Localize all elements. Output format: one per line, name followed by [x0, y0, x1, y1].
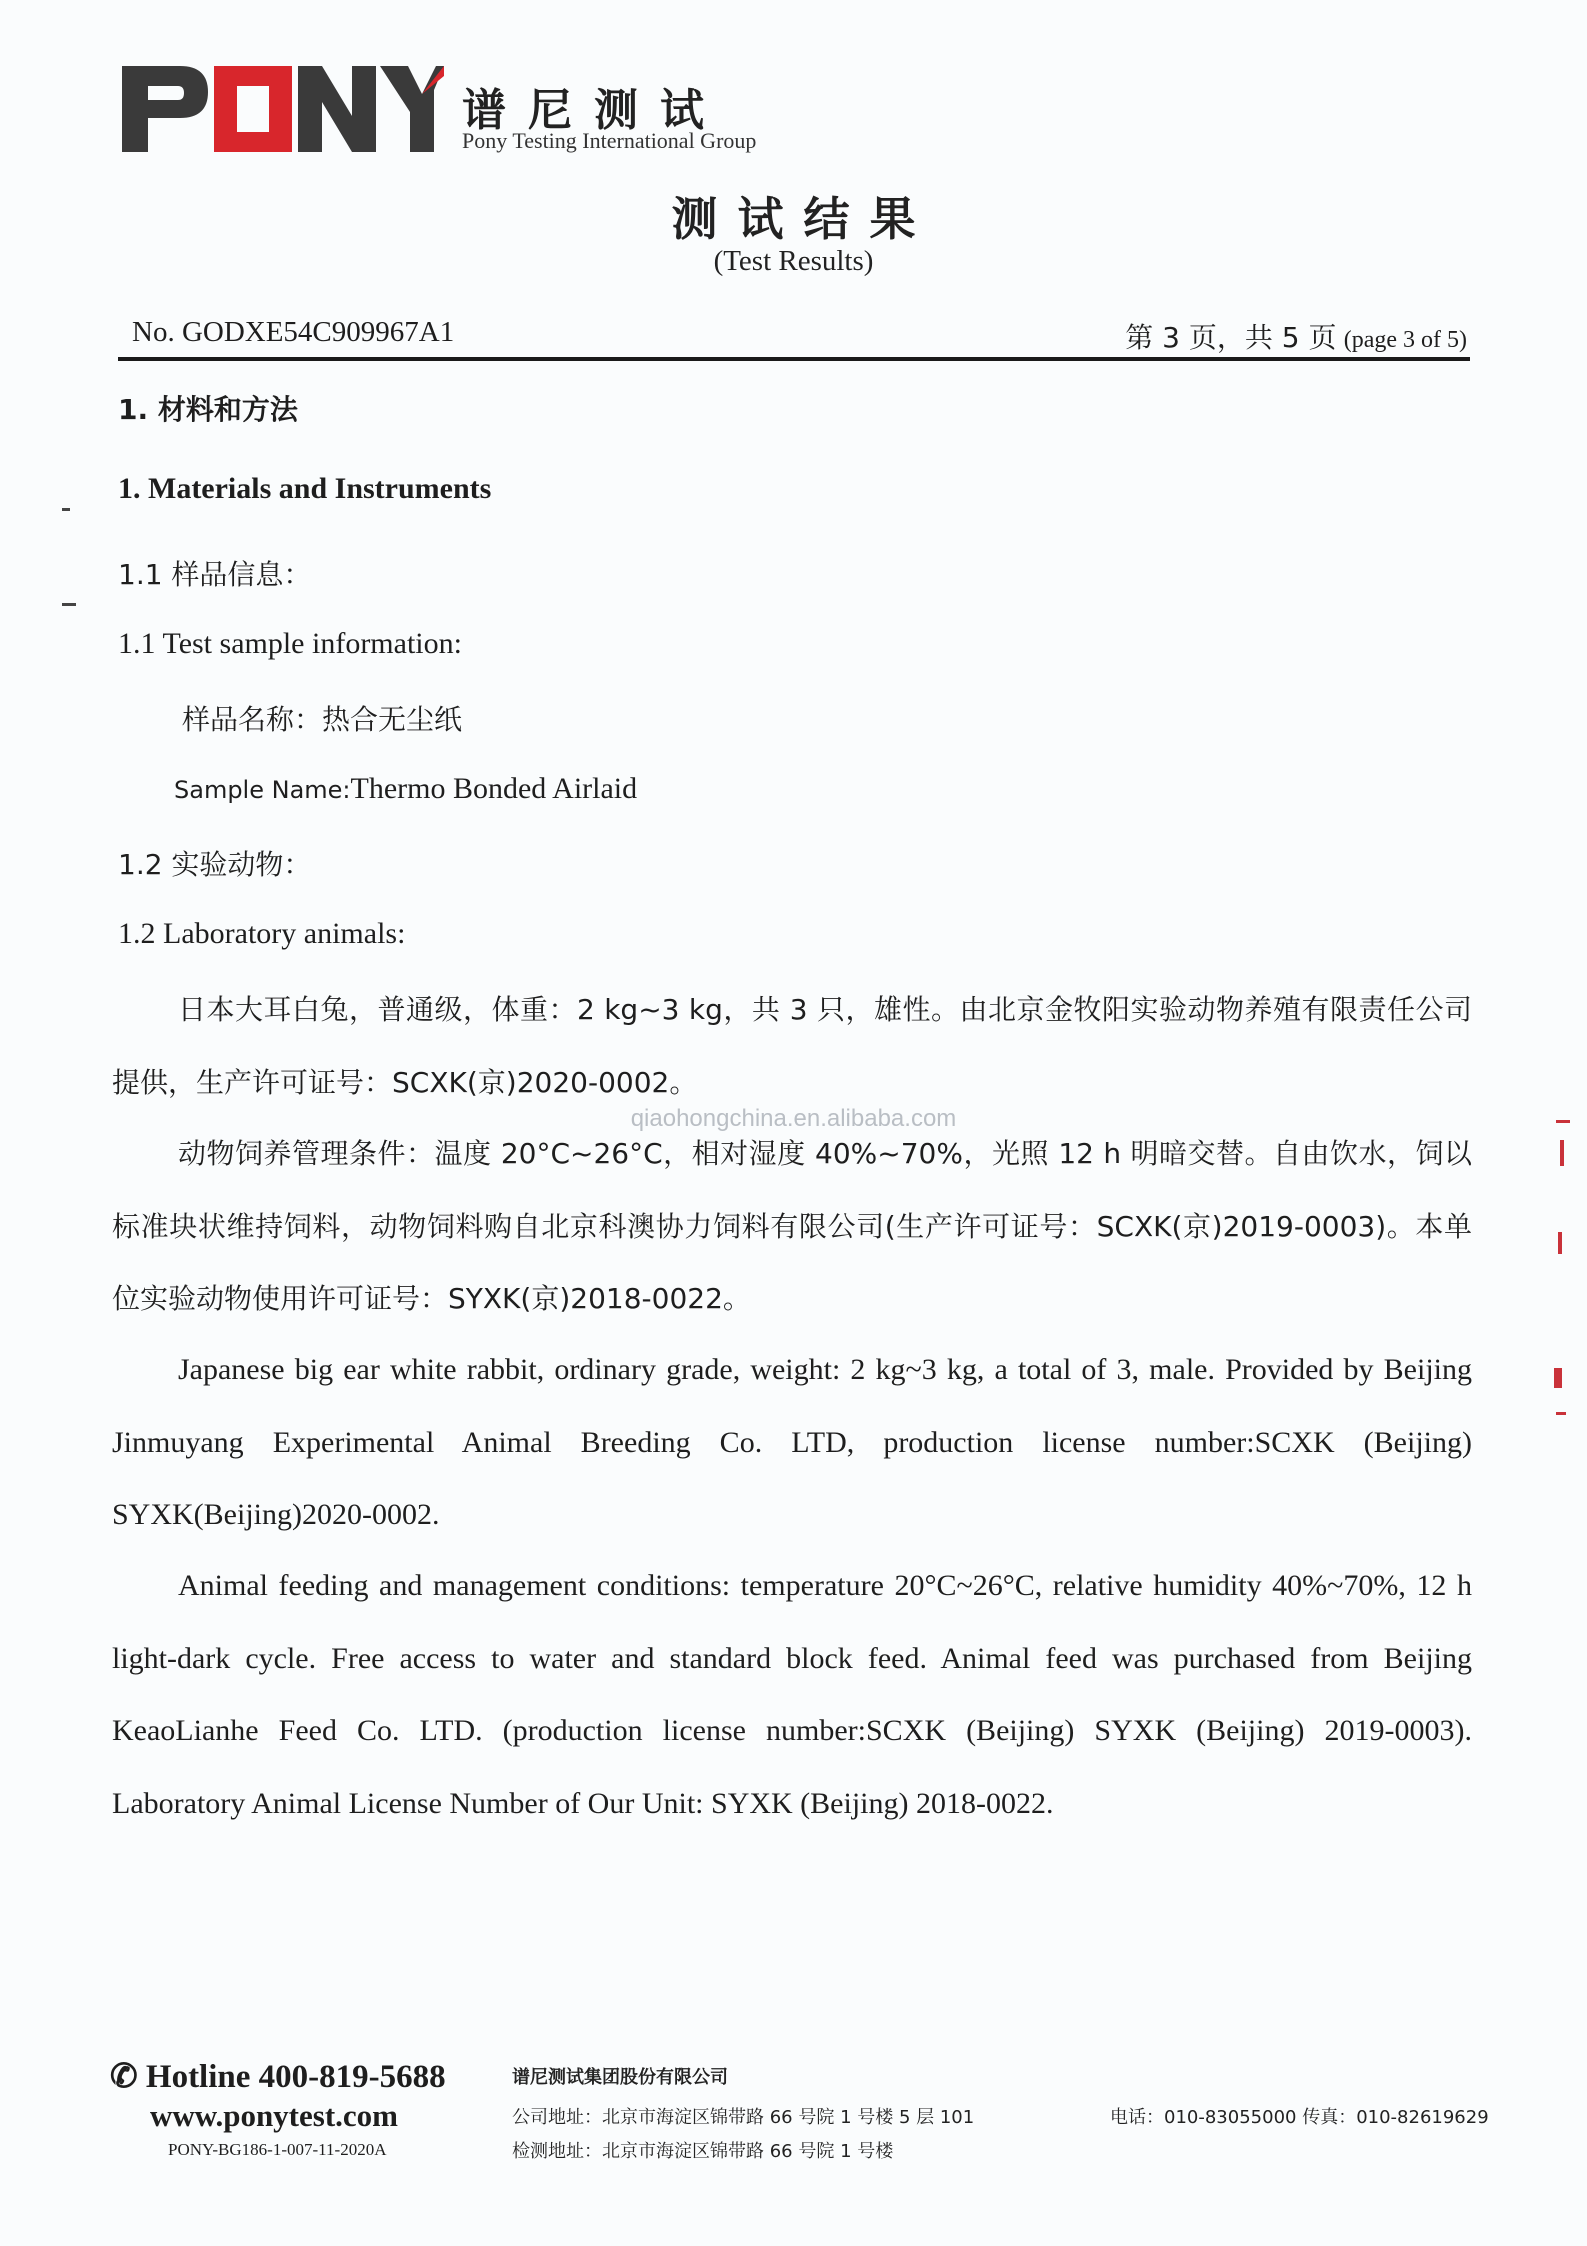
edge-mark: [1560, 1140, 1564, 1166]
section-1-1-heading-cn: 1.1 样品信息：: [118, 558, 312, 591]
office-address: 公司地址：北京市海淀区锦带路 66 号院 1 号楼 5 层 101: [512, 2107, 975, 2128]
pony-logo-mark: [122, 60, 444, 160]
section-1-1-heading-en: 1.1 Test sample information:: [118, 627, 462, 660]
feeding-text-cn: 动物饲养管理条件：温度 20°C~26°C，相对湿度 40%~70%，光照 12 h 明暗交替。自由饮水，饲以标准块状维持饲料，动物饲料购自北京科澳协力饲料有限公司(生产许可证号：SCXK(京)2019-0003)。本单位实验动物使用许可证号：SYXK(京)2018-0022。: [112, 1137, 1472, 1315]
edge-mark: [1554, 1368, 1562, 1388]
edge-mark: [1556, 1412, 1566, 1415]
edge-mark: [1558, 1232, 1562, 1254]
report-number: No. GODXE54C909967A1: [132, 316, 455, 348]
animals-paragraph-cn: [112, 974, 1472, 1119]
hotline: ✆ Hotline 400-819-5688: [110, 2059, 446, 2095]
pony-logo: [122, 60, 444, 160]
page-indicator-en: (page 3 of 5): [1343, 327, 1467, 353]
feeding-text-en: Animal feeding and management conditions: temperature 20°C~26°C, relative humidity 40%~70%, 12 h light-dark cycle. Free access to water and standard block feed. Animal feed was purchased from Beijing KeaoLianhe Feed Co. LTD. (production license number:SCXK (Beijing) SYXK (Beijing) 2019-0003). Laboratory Animal License Number of Our Unit: SYXK (Beijing) 2018-0022.: [112, 1569, 1472, 1820]
section-1-heading-cn: 1. 材料和方法: [118, 393, 298, 426]
phone-fax: 电话：010-83055000 传真：010-82619629: [1110, 2107, 1489, 2128]
animals-text-en: Japanese big ear white rabbit, ordinary grade, weight: 2 kg~3 kg, a total of 3, male. Provided by Beijing Jinmuyang Experimental Animal Breeding Co. LTD, production license number:SCXK (Beijing) SYXK(Beijing)2020-0002.: [112, 1353, 1472, 1531]
scan-mark: [62, 508, 70, 511]
sample-name-en: [174, 772, 637, 806]
logo-english-name: Pony Testing International Group: [462, 128, 757, 153]
website-link[interactable]: www.ponytest.com: [150, 2098, 398, 2133]
header-divider: [118, 357, 1470, 361]
sample-name-label: Sample Name:: [174, 776, 351, 804]
sample-name-value: Thermo Bonded Airlaid: [350, 772, 638, 805]
page-indicator-cn: 第 3 页，共 5 页: [1125, 321, 1337, 354]
logo-chinese-name: 谱尼测试: [462, 85, 726, 136]
section-1-2-heading-en: 1.2 Laboratory animals:: [118, 917, 406, 950]
section-1-heading-en: 1. Materials and Instruments: [118, 472, 492, 505]
page-title-chinese: 测试结果: [671, 192, 936, 246]
sample-name-cn: 样品名称：热合无尘纸: [182, 703, 463, 736]
page-title-english: (Test Results): [713, 245, 874, 277]
edge-mark: [1556, 1120, 1570, 1123]
scan-mark: [62, 603, 76, 606]
feeding-paragraph-en: [112, 1550, 1472, 1840]
company-name: 谱尼测试集团股份有限公司: [512, 2067, 728, 2088]
watermark: qiaohongchina.en.alibaba.com: [630, 1105, 957, 1132]
test-address: 检测地址：北京市海淀区锦带路 66 号院 1 号楼: [512, 2141, 894, 2162]
section-1-2-heading-cn: 1.2 实验动物：: [118, 848, 312, 881]
animals-paragraph-en: [112, 1334, 1472, 1552]
feeding-paragraph-cn: [112, 1118, 1472, 1336]
document-code: PONY-BG186-1-007-11-2020A: [168, 2140, 387, 2159]
animals-text-cn: 日本大耳白兔，普通级，体重：2 kg~3 kg，共 3 只，雄性。由北京金牧阳实验动物养殖有限责任公司提供，生产许可证号：SCXK(京)2020-0002。: [112, 993, 1472, 1099]
page-indicator: [1125, 316, 1467, 356]
